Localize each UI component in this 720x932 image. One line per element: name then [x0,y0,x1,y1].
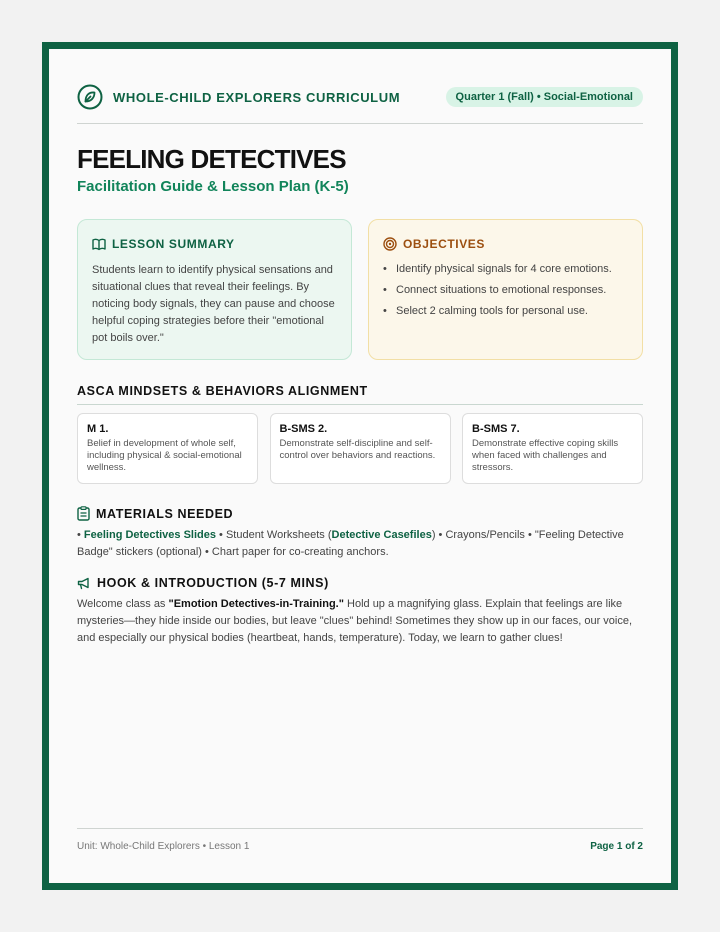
materials-title: MATERIALS NEEDED [96,506,234,521]
asca-card [462,413,643,484]
asca-card [270,413,451,484]
materials-heading [77,506,643,521]
brand-name: WHOLE-CHILD EXPLORERS CURRICULUM [113,89,401,105]
casefiles-link: Detective Casefiles [331,529,432,541]
alignment-divider [77,404,643,405]
slides-link: Feeling Detectives Slides [83,529,216,541]
page-title: FEELING DETECTIVES [77,144,346,174]
megaphone-icon [77,577,91,590]
page-content [77,81,643,647]
open-book-icon [92,238,106,251]
footer-row [77,841,643,852]
hook-part: Welcome class as [77,598,169,610]
header-divider [77,123,643,124]
asca-code: B-SMS 2. [279,423,328,435]
asca-description: Demonstrate effective coping skills when faced with challenges and stressors. [472,438,619,473]
hook-text [77,596,643,647]
page-subtitle: Facilitation Guide & Lesson Plan (K-5) [77,178,349,195]
footer [77,828,643,852]
asca-card [77,413,258,484]
asca-description: Demonstrate self-discipline and self-control over behaviors and reactions. [279,438,436,461]
lesson-summary-heading [92,236,337,252]
objective-item: • Select 2 calming tools for personal use. [383,304,628,318]
lesson-summary-title: LESSON SUMMARY [112,237,235,251]
alignment-heading: ASCA MINDSETS & BEHAVIORS ALIGNMENT [77,384,368,398]
materials-part: ) • Crayons/Pencils • "Feeling Detective Badge" stickers (optional) • Chart paper for co-creating anchors. [77,529,624,558]
objective-item: • Connect situations to emotional responses. [383,283,628,297]
hook-title: HOOK & INTRODUCTION (5-7 MINS) [97,576,329,590]
lesson-summary-card [77,219,352,360]
objectives-title: OBJECTIVES [403,237,486,251]
asca-cards-row [77,413,643,484]
brand [77,84,400,110]
asca-description: Belief in development of whole self, including physical & social-emotional wellness. [87,438,242,473]
leaf-compass-icon [77,84,103,110]
objectives-heading [383,236,628,252]
asca-code: B-SMS 7. [472,423,520,435]
hook-emphasis: "Emotion Detectives-in-Training." [168,598,344,610]
materials-part: • Student Worksheets ( [215,529,332,541]
page-frame [42,42,678,890]
objectives-list [383,262,628,318]
clipboard-icon [77,506,90,521]
lesson-summary-text: Students learn to identify physical sensations and situational clues that reveal their feelings. By noticing body signals, they can pause and choose helpful coping strategies before their "emotional pot boils over." [92,264,335,344]
objective-item: • Identify physical signals for 4 core emotions. [383,262,628,276]
hook-heading [77,576,643,590]
footer-divider [77,828,643,829]
target-icon [383,237,397,251]
unit-label: Unit: Whole-Child Explorers • Lesson 1 [77,841,250,852]
page-number: Page 1 of 2 [590,841,643,852]
asca-code: M 1. [87,423,109,435]
quarter-badge: Quarter 1 (Fall) • Social-Emotional [446,87,643,107]
objectives-card [368,219,643,360]
header [77,81,643,113]
summary-objectives-row [77,219,643,360]
hook-part: Hold up a magnifying glass. Explain that feelings are like mysteries—they hide inside our bodies, but leave "clues" behind! Sometimes they show up in our faces, our voice, and especially our physical bodies (heartbeat, hands, temperature). Today, we learn to gather clues! [77,598,633,644]
materials-text [77,527,643,561]
materials-bullet: • [77,529,84,541]
